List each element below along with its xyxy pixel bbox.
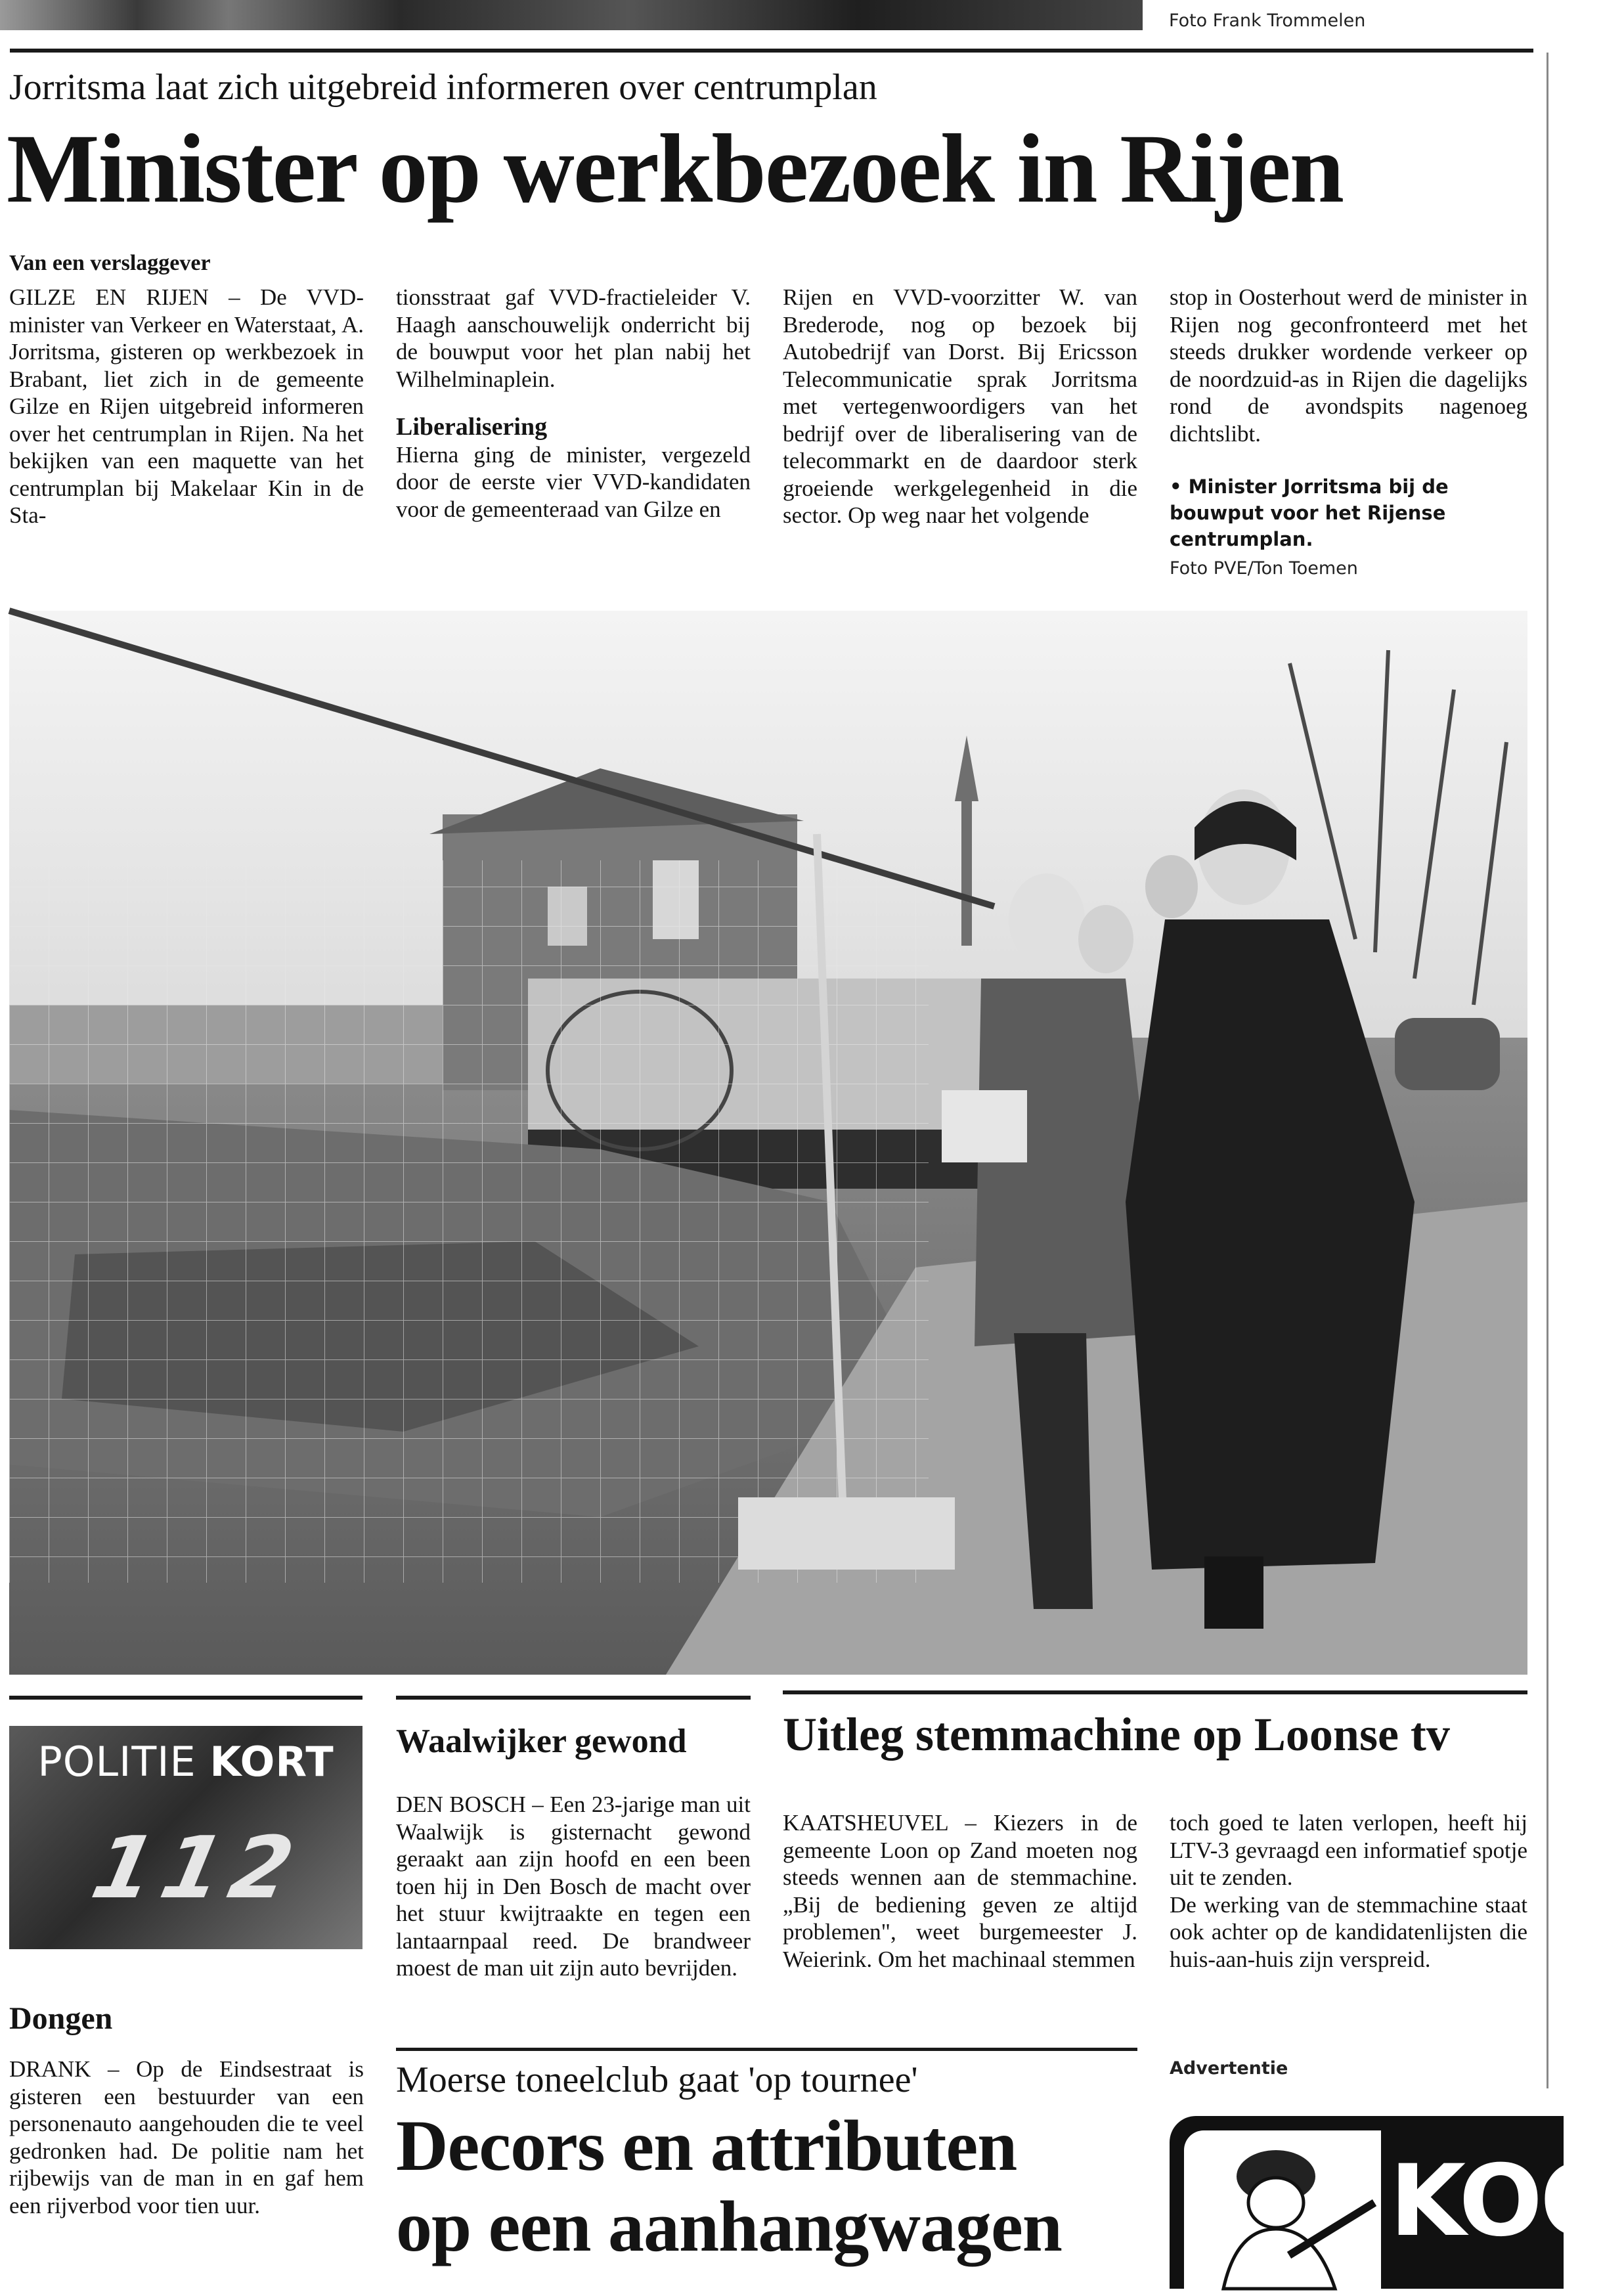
politie-item-title: Dongen <box>9 2001 113 2036</box>
politie-item-text <box>9 2056 364 2219</box>
advert-logo-text: KOO <box>1390 2144 1621 2259</box>
stemmachine-column-2 <box>1170 1809 1527 1973</box>
advert-label: Advertentie <box>1170 2058 1288 2079</box>
politie-kort-label <box>9 1738 362 1786</box>
article-column-3-text: Rijen en VVD-voorzitter W. van Brederode, nog op bezoek bij Autobedrijf van Dorst. Bij Ericsson Telecommunicatie sprak Jorritsma met vertegenwoordigers van het bedrijf over de liberalisering van de telecommarkt en de daardoor sterk groeiende werkgelegenheid in die sector. Op weg naar het volgende <box>783 284 1137 528</box>
article-column-4-text: stop in Oosterhout werd de minister in Rijen nog geconfronteerd met het steeds drukker wordende verkeer op de noordzuid-as in Rijen die dagelijks rond de avondspits nagenoeg dichtslibt. <box>1170 284 1527 447</box>
politie-kort-label-light: POLITIE <box>37 1738 196 1786</box>
stemmachine-column-2-text: toch goed te laten verlopen, heeft hij LTV-3 gevraagd een informatief spotje uit te zenden. <box>1170 1810 1527 1890</box>
article-column-1 <box>9 284 364 529</box>
right-edge-divider <box>1547 53 1548 2088</box>
stemmachine-column-1 <box>783 1809 1137 1973</box>
article-column-4 <box>1170 284 1527 583</box>
top-photo-strip <box>0 0 1143 30</box>
toneel-kicker: Moerse toneelclub gaat 'op tournee' <box>396 2060 918 2100</box>
article-byline: Van een verslaggever <box>9 251 211 275</box>
article-column-2-text: tionsstraat gaf VVD-fractieleider V. Haagh aanschouwelijk onderricht bij de bouwput voor het plan nabij het Wilhelminaplein. <box>396 284 751 392</box>
stemmachine-column-2-text-b: De werking van de stemmachine staat ook achter op de kandidatenlijsten die huis-aan-huis zijn verspreid. <box>1170 1891 1527 1972</box>
article-kicker: Jorritsma laat zich uitgebreid informeren over centrumplan <box>9 67 877 108</box>
waalwijker-text <box>396 1791 751 1982</box>
stemmachine-column-1-text: KAATSHEUVEL – Kiezers in de gemeente Loon op Zand moeten nog steeds wennen aan de stemmachine. „Bij de bediening geven ze altijd problemen", weet burgemeester J. Weierink. Om het machinaal stemmen <box>783 1810 1137 1972</box>
article-column-2 <box>396 284 751 523</box>
toneel-top-rule <box>396 2048 1137 2051</box>
soldier-icon <box>1184 2130 1381 2289</box>
construction-site-photo <box>9 611 1527 1675</box>
politie-kort-banner <box>9 1726 362 1949</box>
top-photo-credit: Foto Frank Trommelen <box>1169 11 1366 31</box>
article-column-1-text: GILZE EN RIJEN – De VVD-minister van Verkeer en Waterstaat, A. Jorritsma, gisteren op werkbezoek in Brabant, liet zich in de gemeente Gilze en Rijen uitgebreid informeren over het centrumplan in Rijen. Na het bekijken van een maquette van het centrumplan bij Makelaar Kin in de Sta- <box>9 284 364 528</box>
photo-caption: • Minister Jorritsma bij de bouwput voor het Rijense centrumplan. <box>1170 475 1449 550</box>
emergency-number-display: 112 <box>83 1818 311 1918</box>
waalwijker-title: Waalwijker gewond <box>396 1723 687 1760</box>
top-rule <box>10 49 1533 53</box>
waalwijker-text-body: DEN BOSCH – Een 23-jarige man uit Waalwijk is gisternacht gewond geraakt aan zijn hoofd en een been toen hij in Den Bosch de macht over het stuur kwijtraakte en tegen een lantaarnpaal reed. De brandweer moest de man uit zijn auto bevrijden. <box>396 1792 751 1981</box>
stemmachine-title: Uitleg stemmachine op Loonse tv <box>783 1708 1450 1761</box>
photo-credit: Foto PVE/Ton Toemen <box>1170 558 1358 579</box>
politie-item-text-body: DRANK – Op de Eindsestraat is gisteren een bestuurder van een personenauto aangehouden die te veel gedronken had. De politie nam het rijbewijs van de man in en gaf hem een rijverbod voor tien uur. <box>9 2056 364 2218</box>
advert-illustration <box>1184 2130 1381 2289</box>
politie-kort-label-bold: KORT <box>209 1738 334 1786</box>
stemmachine-top-rule <box>783 1690 1527 1694</box>
article-subhead: Liberalisering <box>396 413 548 441</box>
advert-box <box>1170 2116 1621 2289</box>
main-photo <box>9 611 1527 1675</box>
article-column-2-text-b: Hierna ging de minister, vergezeld door de eerste vier VVD-kandidaten voor de gemeenteraad van Gilze en <box>396 441 751 522</box>
article-headline: Minister op werkbezoek in Rijen <box>7 114 1344 223</box>
waalwijker-top-rule <box>396 1696 751 1700</box>
politie-kort-top-rule <box>9 1696 362 1700</box>
toneel-headline-line-1: Decors en attributen <box>396 2105 1017 2186</box>
article-column-3 <box>783 284 1137 529</box>
toneel-headline-line-2: op een aanhangwagen <box>396 2186 1062 2266</box>
